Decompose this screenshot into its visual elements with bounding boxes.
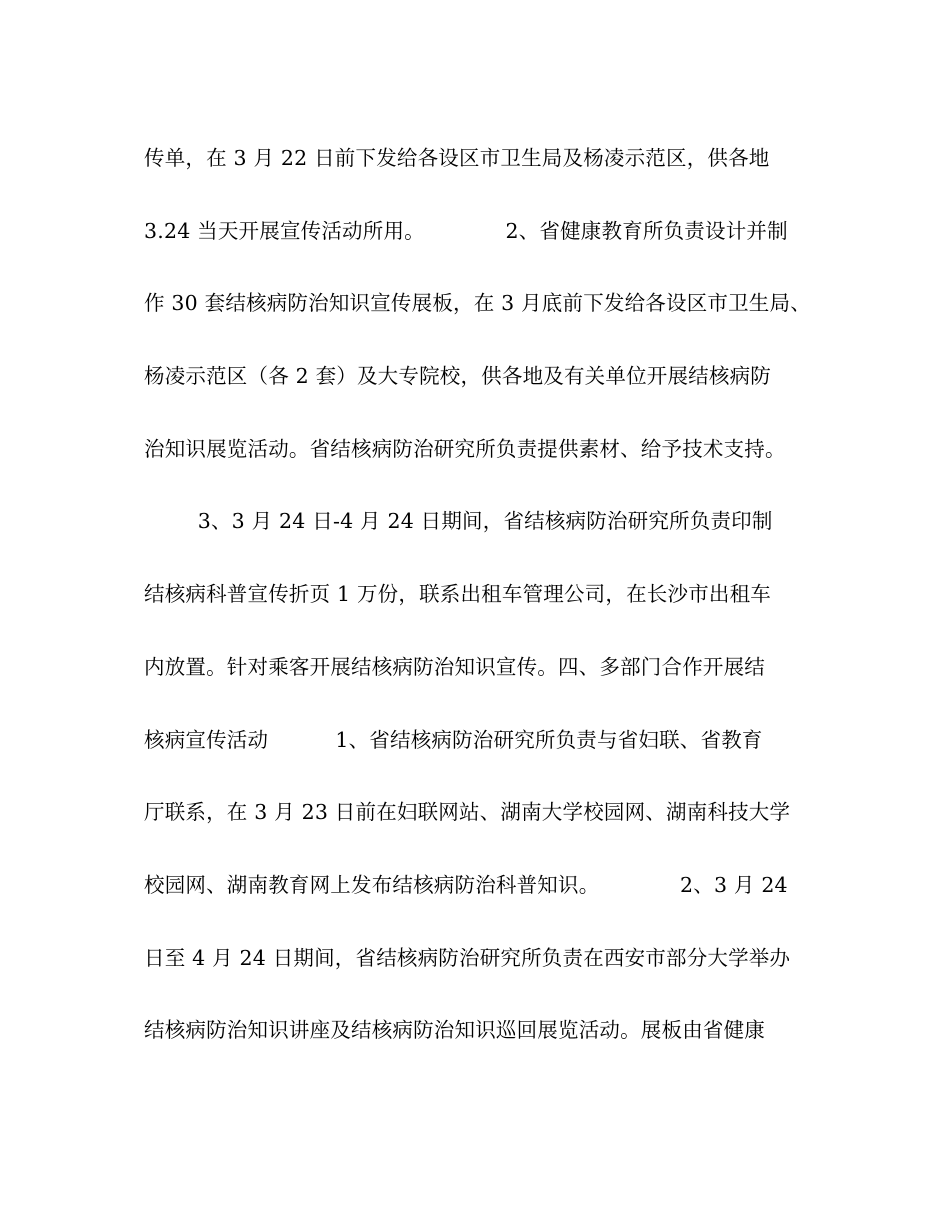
text-line: 日至 4 月 24 日期间，省结核病防治研究所负责在西安市部分大学举办 — [144, 945, 791, 970]
text-line: 结核病科普宣传折页 1 万份，联系出租车管理公司，在长沙市出租车 — [144, 582, 771, 607]
text-line: 核病宣传活动 1、省结核病防治研究所负责与省妇联、省教育 — [144, 727, 763, 752]
text-line: 结核病防治知识讲座及结核病防治知识巡回展览活动。展板由省健康 — [144, 1018, 765, 1043]
text-line: 内放置。针对乘客开展结核病防治知识宣传。四、多部门合作开展结 — [144, 654, 765, 679]
text-line: 3、3 月 24 日-4 月 24 日期间，省结核病防治研究所负责印制 — [144, 509, 773, 534]
text-line: 3.24 当天开展宣传活动所用。 2、省健康教育所负责设计并制 — [144, 218, 788, 243]
text-line: 治知识展览活动。省结核病防治研究所负责提供素材、给予技术支持。 — [144, 436, 786, 461]
text-line: 作 30 套结核病防治知识宣传展板，在 3 月底前下发给各设区市卫生局、 — [144, 291, 811, 316]
text-line: 厅联系，在 3 月 23 日前在妇联网站、湖南大学校园网、湖南科技大学 — [144, 800, 791, 825]
text-line: 杨凌示范区（各 2 套）及大专院校，供各地及有关单位开展结核病防 — [144, 364, 771, 389]
text-line: 校园网、湖南教育网上发布结核病防治科普知识。 2、3 月 24 — [144, 872, 788, 897]
body-text — [144, 138, 824, 1083]
text-line: 传单，在 3 月 22 日前下发给各设区市卫生局及杨凌示范区，供各地 — [144, 146, 770, 170]
